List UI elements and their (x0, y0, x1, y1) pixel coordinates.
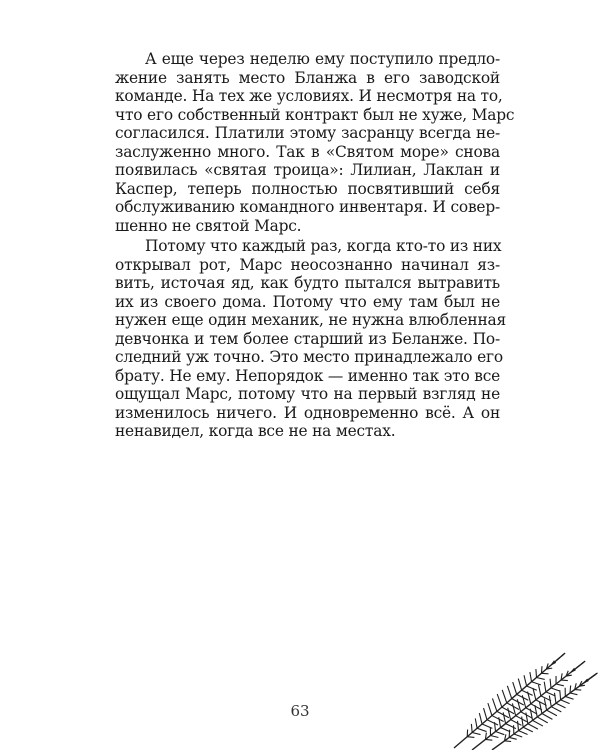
text-line: следний уж точно. Это место принадлежало его (115, 348, 503, 366)
text-line: заслуженно много. Так в «Святом море» снова (115, 142, 500, 161)
text-line: А еще через неделю ему поступило предло- (145, 50, 500, 68)
text-line: обслуживанию командного инвентаря. И совер- (115, 198, 500, 216)
text-line: шенно не святой Марс. (115, 216, 302, 235)
text-line: ощущал Марс, потому что на первый взгляд не (115, 385, 500, 403)
text-line: их из своего дома. Потому что ему там был не (115, 292, 500, 311)
text-line: Каспер, теперь полностью посвятивший себя (115, 179, 500, 198)
text-line: появилась «святая троица»: Лилиан, Лаклан и (115, 161, 500, 179)
feather-ornament-icon (446, 648, 600, 750)
page-number: 63 (290, 702, 310, 720)
text-line: согласился. Платили этому засранцу всегда не- (115, 124, 500, 142)
text-line: вить, источая яд, как будто пытался вытравить (115, 274, 500, 292)
text-line: жение занять место Бланжа в его заводской (115, 68, 500, 87)
text-line: девчонка и тем более старший из Беланже. По- (115, 329, 500, 348)
text-line: команде. На тех же условиях. И несмотря на то, (115, 87, 503, 105)
text-line: ненавидел, когда все не на местах. (115, 422, 396, 440)
text-line: открывал рот, Марс неосознанно начинал яз- (115, 255, 500, 274)
text-line: брату. Не ему. Непорядок — именно так это все (115, 366, 501, 385)
text-line: нужен еще один механик, не нужна влюбленная (115, 311, 507, 329)
text-line: Потому что каждый раз, когда кто-то из них (145, 237, 502, 255)
text-line: что его собственный контракт был не хуже, Марс (115, 105, 515, 124)
text-line: изменилось ничего. И одновременно всё. А он (115, 403, 500, 422)
